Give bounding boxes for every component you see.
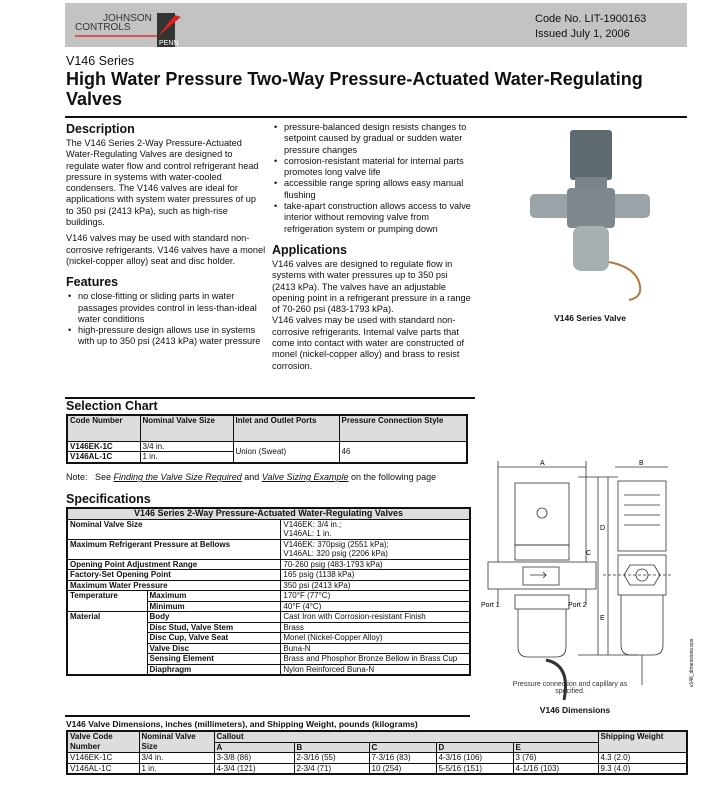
selection-note: [66, 472, 436, 482]
column-left: [66, 122, 266, 353]
table-row: [67, 559, 470, 570]
column-header: Nominal Valve Size: [140, 415, 233, 441]
svg-text:CONTROLS: CONTROLS: [75, 22, 131, 33]
spec-sublabel: Diaphragm: [147, 664, 281, 675]
cell: 3 (76): [513, 753, 598, 764]
label-port1: Port 1: [481, 602, 500, 609]
applications-heading: Applications: [272, 242, 348, 257]
list-item: • corrosion-resistant material for internal parts promotes long valve life: [272, 156, 472, 179]
table-row: [67, 570, 470, 581]
series-label: V146 Series: [66, 54, 135, 68]
value-line: V146EK: 3/4 in.;: [283, 519, 342, 529]
column-header: Callout: [214, 731, 598, 742]
spec-sublabel: Body: [147, 612, 281, 623]
applications-text: V146 valves may be used with standard non-corrosive refrigerants. Internal valve parts that come into contact with water are constructed of monel (nickel-copper alloy) and brass to resist corrosion.: [272, 315, 465, 371]
value-line: 70-260 psig (483-1793 kPa): [283, 559, 383, 569]
document-code: [535, 12, 646, 42]
cell: 5-5/16 (151): [436, 763, 513, 774]
cell: V146EK-1C: [67, 753, 139, 764]
spec-value: [281, 570, 470, 581]
spec-sublabel: Valve Disc: [147, 643, 281, 654]
description-text: The V146 Series 2-Way Pressure-Actuated Water-Regulating Valves are designed to regulate water flow and control refrigerant head pressure in systems with water-cooled condensers. The V146 valves are ideal for applications with system water pressures of up to 350 psi (2413 kPa), such as high-rise buildings.: [66, 138, 259, 228]
cell: 1 in.: [139, 763, 214, 774]
note-text: Note: See: [66, 472, 114, 482]
spec-sublabel: Disc Cup, Valve Seat: [147, 633, 281, 644]
cell: 3-3/8 (86): [214, 753, 294, 764]
page-title: High Water Pressure Two-Way Pressure-Actuated Water-Regulating Valves: [66, 69, 643, 109]
dimensions-table: [66, 730, 688, 775]
specs-heading: Specifications: [66, 492, 151, 506]
table-row: [67, 591, 470, 602]
cell: 2-3/16 (55): [294, 753, 369, 764]
column-header: C: [369, 742, 436, 753]
features-list: [66, 291, 266, 347]
cell: 9.3 (4.0): [598, 763, 687, 774]
spec-label: Maximum Water Pressure: [67, 580, 281, 591]
table-title: V146 Series 2-Way Pressure-Actuated Water-Regulating Valves: [67, 508, 470, 519]
spec-sublabel: Maximum: [147, 591, 281, 602]
column-header: Valve Code Number: [67, 731, 139, 753]
file-label: v146_dimensions.eps: [689, 638, 695, 687]
johnson-controls-penn-logo: [73, 7, 193, 47]
cell: V146EK-1C: [67, 441, 140, 452]
table-row: [67, 753, 687, 764]
spec-value: Cast Iron with Corrosion-resistant Finish: [281, 612, 470, 623]
column-middle: [272, 122, 472, 372]
spec-value: Brass: [281, 622, 470, 633]
spec-value: Monel (Nickel-Copper Alloy): [281, 633, 470, 644]
spec-value: Brass and Phosphor Bronze Bellow in Brass Cup: [281, 654, 470, 665]
column-header: Inlet and Outlet Ports: [233, 415, 339, 441]
features-list-cont: [272, 122, 472, 235]
column-header: B: [294, 742, 369, 753]
spec-label: Opening Point Adjustment Range: [67, 559, 281, 570]
column-header: E: [513, 742, 598, 753]
label-a: A: [540, 460, 545, 467]
table-row: [67, 519, 470, 539]
cell: 7-3/16 (83): [369, 753, 436, 764]
table-row: [67, 580, 470, 591]
note-text: on the following page: [348, 472, 437, 482]
value-line: V146AL: 1 in.: [283, 529, 332, 538]
spec-group-label: Temperature: [67, 591, 147, 612]
valve-photo: [515, 122, 665, 302]
dimensions-title: V146 Valve Dimensions, inches (millimeters), and Shipping Weight, pounds (kilograms): [66, 719, 418, 729]
note-text: and: [241, 472, 262, 482]
spec-value: Nylon Reinforced Buna-N: [281, 664, 470, 675]
value-line: 350 psi (2413 kPa): [283, 580, 351, 590]
header-bar: [65, 3, 687, 47]
list-item: • pressure-balanced design resists changes to setpoint caused by gradual or sudden water pressure changes: [272, 122, 472, 156]
column-header: A: [214, 742, 294, 753]
table-row: [67, 612, 470, 623]
column-header: Shipping Weight: [598, 731, 687, 753]
label-e: E: [600, 615, 605, 622]
label-port2: Port 2: [568, 602, 587, 609]
applications-text: V146 valves are designed to regulate flow in systems with water pressures up to 350 psi (2413 kPa). The valves have an adjustable opening point in a refrigerant pressure in a range of 70-260 psi (483-1793 kPa).: [272, 258, 471, 315]
table-row: [67, 441, 467, 452]
spec-label: Nominal Valve Size: [67, 519, 281, 539]
selection-table: [66, 414, 468, 464]
cell: 4-1/16 (103): [513, 763, 598, 774]
divider: [65, 116, 687, 118]
cell: 4-3/16 (106): [436, 753, 513, 764]
divider: [65, 715, 470, 717]
spec-group-label: Material: [67, 612, 147, 676]
dimensions-diagram: [478, 455, 700, 717]
specs-table: [66, 507, 471, 676]
table-row: [67, 763, 687, 774]
column-header: D: [436, 742, 513, 753]
value-line: V146AL: 320 psig (2206 kPa): [283, 549, 388, 558]
spec-value: 170°F (77°C): [281, 591, 470, 602]
spec-value: [281, 519, 470, 539]
diagram-caption: V146 Dimensions: [539, 705, 611, 715]
cell: 3/4 in.: [139, 753, 214, 764]
cell: 2-3/4 (71): [294, 763, 369, 774]
description-text: V146 valves may be used with standard non-corrosive refrigerants. V146 valves have a monel (nickel-copper alloy) seat and disc holder.: [66, 233, 266, 266]
features-heading: Features: [66, 275, 119, 290]
value-line: V146EK: 370psig (2551 kPa);: [283, 539, 389, 549]
list-item: • accessible range spring allows easy manual flushing: [272, 178, 472, 201]
spec-value: 40°F (4°C): [281, 601, 470, 612]
svg-text:JOHNSON: JOHNSON: [103, 13, 152, 24]
list-item: • take-apart construction allows access to valve interior without removing valve from refrigeration system or pumping down: [272, 201, 472, 235]
sizing-example-link[interactable]: Valve Sizing Example: [261, 472, 349, 482]
value-line: 165 psig (1138 kPa): [283, 570, 355, 579]
spec-sublabel: Minimum: [147, 601, 281, 612]
cell: 1 in.: [140, 452, 233, 463]
cell: Union (Sweat): [233, 441, 339, 463]
column-header: Pressure Connection Style: [339, 415, 467, 441]
svg-text:PENN: PENN: [159, 40, 179, 47]
column-header: Nominal Valve Size: [139, 731, 214, 753]
code-number: Code No. LIT-1900163: [535, 13, 647, 25]
cell: 46: [339, 441, 467, 463]
cell: V146AL-1C: [67, 763, 139, 774]
label-d: D: [600, 525, 606, 532]
spec-sublabel: Sensing Element: [147, 654, 281, 665]
description-heading: Description: [66, 122, 135, 136]
cell: 4.3 (2.0): [598, 753, 687, 764]
spec-value: [281, 580, 470, 591]
diagram-note: Pressure connection and capillary as specified.: [512, 681, 628, 695]
spec-label: Maximum Refrigerant Pressure at Bellows: [67, 539, 281, 559]
cell: 4-3/4 (121): [214, 763, 294, 774]
spec-sublabel: Disc Stud, Valve Stem: [147, 622, 281, 633]
spec-label: Factory-Set Opening Point: [67, 570, 281, 581]
spec-value: [281, 539, 470, 559]
cell: 3/4 in.: [140, 441, 233, 452]
cell: 10 (254): [369, 763, 436, 774]
photo-caption: V146 Series Valve: [554, 313, 626, 323]
cell: V146AL-1C: [67, 452, 140, 463]
spec-value: Buna-N: [281, 643, 470, 654]
selection-heading: Selection Chart: [66, 399, 158, 413]
column-header: Code Number: [67, 415, 140, 441]
label-b: B: [639, 460, 644, 467]
issue-date: Issued July 1, 2006: [535, 28, 630, 40]
spec-value: [281, 559, 470, 570]
list-item: • high-pressure design allows use in systems with up to 350 psi (2413 kPa) water pressure: [66, 325, 266, 348]
table-row: [67, 539, 470, 559]
list-item: • no close-fitting or sliding parts in water passages provides control in less-than-ideal water conditions: [66, 291, 266, 325]
valve-size-link[interactable]: Finding the Valve Size Required: [113, 472, 242, 482]
label-c: C: [586, 550, 592, 557]
